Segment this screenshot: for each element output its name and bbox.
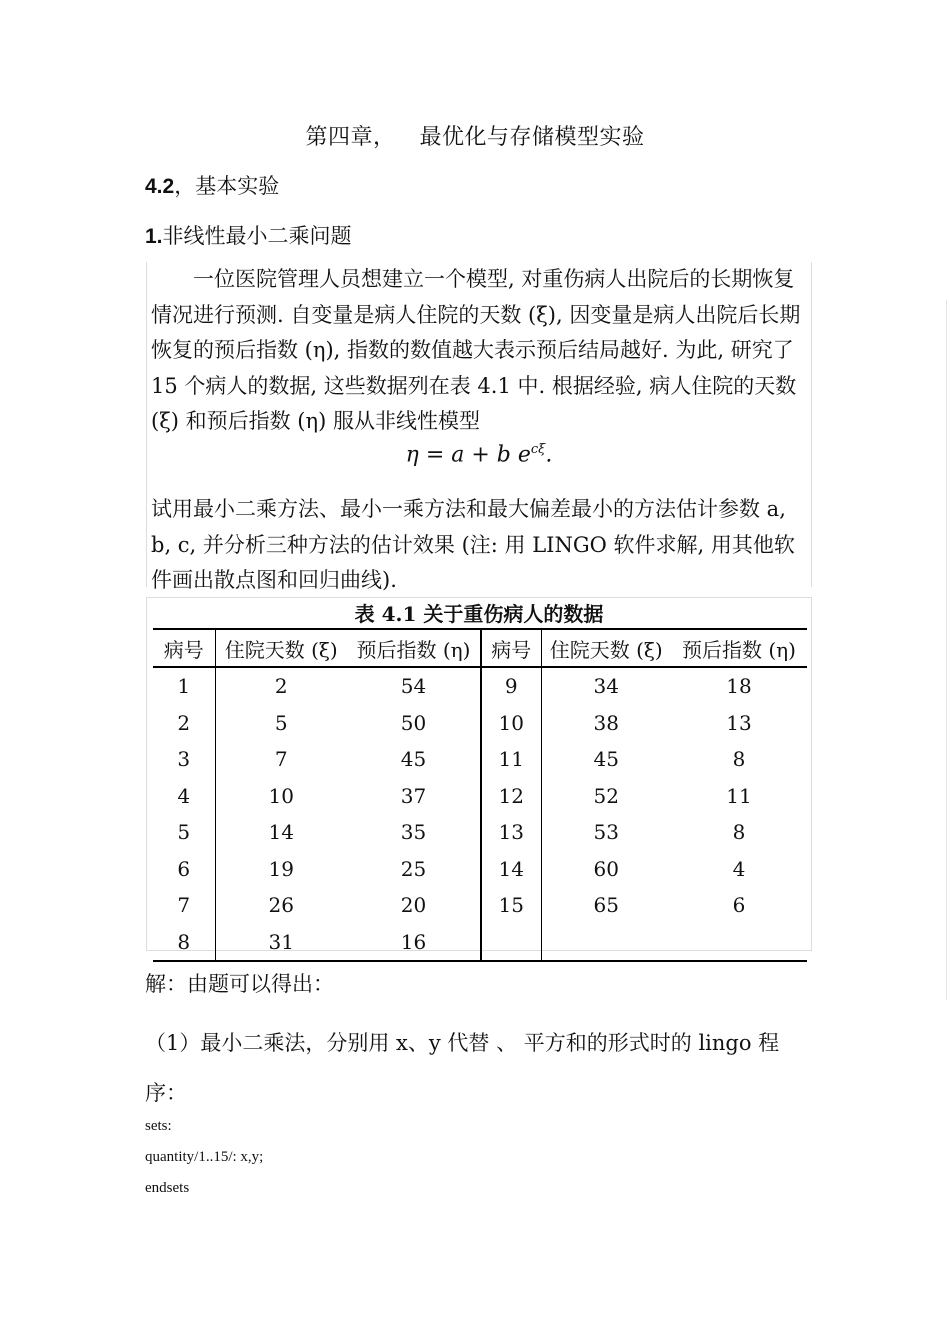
table-cell: 18 [726, 674, 752, 699]
table-cell: 3 [153, 741, 215, 778]
table-cell: 14 [268, 820, 294, 845]
table-cell: 54 [347, 667, 481, 705]
table-cell: 26 [268, 893, 294, 918]
table-row [153, 778, 807, 815]
subsection-title: 非线性最小二乘问题 [162, 224, 352, 248]
table-cell: 15 [481, 887, 541, 924]
table-cell: 1 [153, 667, 215, 705]
header-cell: 预后指数 (η) [671, 629, 807, 667]
code-line: endsets [145, 1180, 190, 1196]
header-cell: 住院天数 (ξ) [541, 629, 671, 667]
table-cell: 37 [347, 778, 481, 815]
table-cell: 52 [593, 783, 619, 808]
table-cell: 45 [593, 747, 619, 772]
problem-paragraph-1: 一位医院管理人员想建立一个模型, 对重伤病人出院后的长期恢复情况进行预测. 自变量是病人住院的天数 (ξ), 因变量是病人出院后长期恢复的预后指数 (η), 指数的数值越大表示预后结局越好. 为此, 研究了 15 个病人的数据, 这些数据列在表 4.1 中. 根据经验, 病人住院的天数 (ξ) 和预后指数 (η) 服从非线性模型 [151, 267, 801, 433]
table-cell: 10 [268, 783, 294, 808]
table-cell: 38 [593, 710, 619, 735]
section-number: 4.2 [145, 175, 175, 198]
table-cell: 8 [153, 924, 215, 962]
table-row [153, 887, 807, 924]
table-row [153, 851, 807, 888]
table-header-row [153, 629, 807, 667]
table-cell: 9 [481, 667, 541, 705]
table-cell: 60 [593, 856, 619, 881]
model-formula [147, 442, 811, 467]
table-cell: 10 [481, 705, 541, 742]
subsection-heading [145, 220, 352, 250]
subsection-number: 1. [145, 225, 163, 248]
table-cell: 34 [593, 674, 619, 699]
formula-body: η = a + b e [405, 442, 531, 468]
table-cell: 2 [274, 674, 288, 699]
code-line: quantity/1..15/: x,y; [145, 1149, 264, 1165]
table-cell: 2 [153, 705, 215, 742]
table-cell: 12 [481, 778, 541, 815]
table-cell: 50 [347, 705, 481, 742]
table-cell: 4 [732, 856, 746, 881]
table-row [153, 814, 807, 851]
table-cell: 16 [347, 924, 481, 962]
table-row [153, 741, 807, 778]
header-cell: 病号 [481, 629, 541, 667]
chapter-title [0, 120, 950, 151]
table-cell: 20 [347, 887, 481, 924]
table-cell: 8 [732, 820, 746, 845]
table-cell: 31 [215, 924, 347, 962]
section-heading [145, 170, 279, 200]
table-cell: 5 [153, 814, 215, 851]
solution-intro: 解：由题可以得出： [145, 972, 334, 996]
table-row [153, 705, 807, 742]
table-cell: 7 [274, 747, 288, 772]
table-cell [541, 924, 671, 962]
formula-end: . [545, 442, 553, 468]
problem-paragraph-2: 试用最小二乘方法、最小一乘方法和最大偏差最小的方法估计参数 a, b, c, 并分析三种方法的估计效果 (注: 用 LINGO 软件求解, 用其他软件画出散点图和回归曲线). [151, 497, 795, 592]
table-cell: 11 [481, 741, 541, 778]
table-cell [481, 924, 541, 962]
table-cell: 7 [153, 887, 215, 924]
page-edge-divider [946, 300, 947, 1000]
table-cell: 45 [347, 741, 481, 778]
code-line: sets: [145, 1118, 172, 1134]
table-cell: 35 [347, 814, 481, 851]
table-cell: 4 [153, 778, 215, 815]
table-cell [671, 924, 807, 962]
table-cell: 6 [153, 851, 215, 888]
header-cell: 住院天数 (ξ) [215, 629, 347, 667]
chapter-name: 最优化与存储模型实验 [419, 125, 645, 150]
section-title: ，基本实验 [174, 174, 280, 198]
table-row [153, 667, 807, 705]
header-cell: 预后指数 (η) [347, 629, 481, 667]
table-cell: 6 [732, 893, 746, 918]
table-cell: 5 [274, 710, 288, 735]
patient-data-table [153, 628, 807, 962]
table-cell: 65 [593, 893, 619, 918]
problem-statement [146, 262, 812, 592]
solution-step-1: （1）最小二乘法，分别用 x、y 代替 、 平方和的形式时的 lingo 程序： [145, 1031, 780, 1105]
table-cell: 13 [481, 814, 541, 851]
table-caption: 表 4.1 关于重伤病人的数据 [354, 602, 604, 626]
table-cell: 19 [268, 856, 294, 881]
table-cell: 25 [347, 851, 481, 888]
table-cell: 53 [593, 820, 619, 845]
formula-exponent: cξ [530, 442, 546, 457]
header-cell: 病号 [153, 629, 215, 667]
chapter-number: 第四章， [305, 125, 396, 150]
table-cell: 8 [732, 747, 746, 772]
table-cell: 11 [726, 783, 752, 808]
data-table-figure [146, 597, 812, 954]
table-row [153, 924, 807, 962]
table-cell: 14 [481, 851, 541, 888]
table-cell: 13 [726, 710, 752, 735]
